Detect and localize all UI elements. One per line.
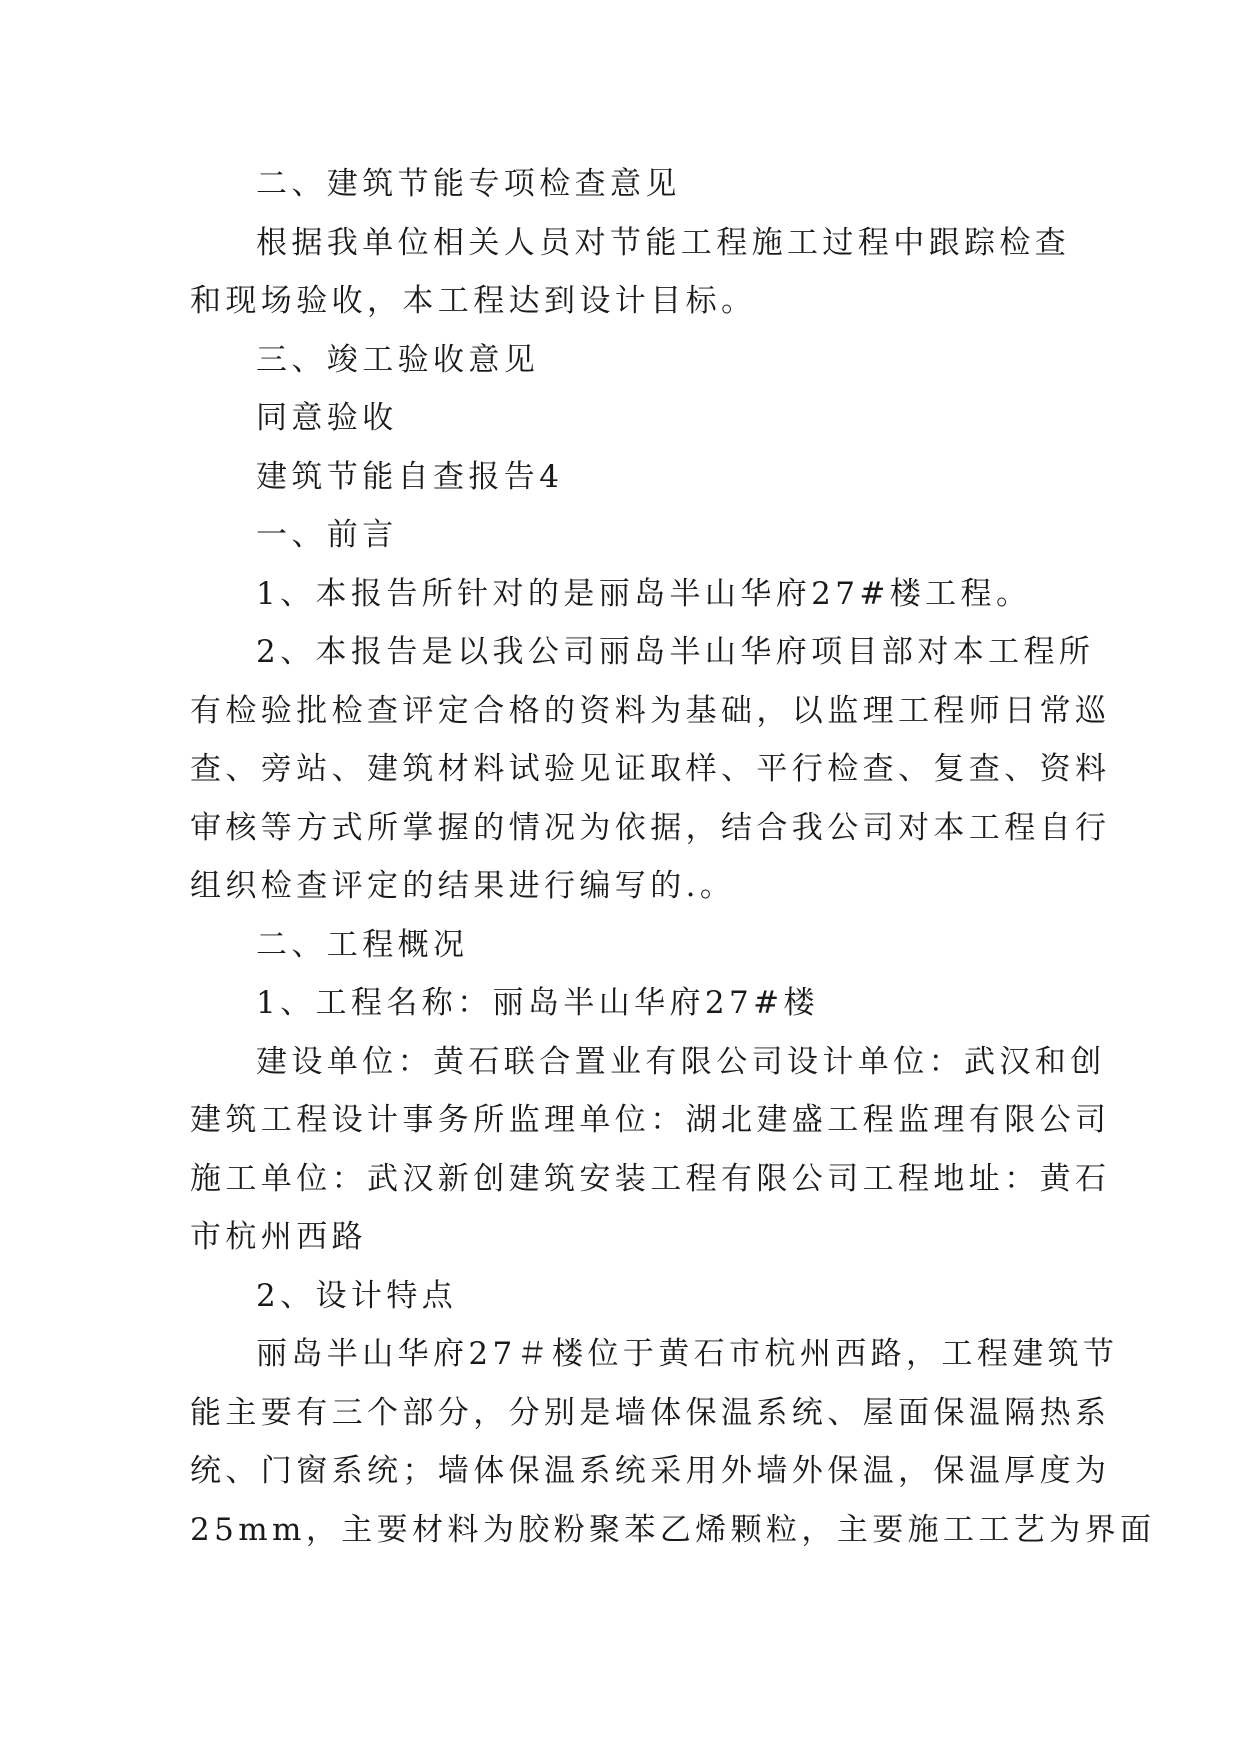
section-heading-project-overview: 二、工程概况 — [256, 926, 469, 963]
paragraph-line: 查、旁站、建筑材料试验见证取样、平行检查、复查、资料 — [190, 751, 1111, 787]
paragraph-line: 1、工程名称：丽岛半山华府27#楼 — [256, 985, 819, 1021]
section-heading-preface: 一、前言 — [256, 517, 398, 553]
report-title: 建筑节能自查报告4 — [256, 458, 564, 495]
paragraph-line: 能主要有三个部分，分别是墙体保温系统、屋面保温隔热系 — [190, 1394, 1111, 1431]
paragraph-line: 组织检查评定的结果进行编写的.。 — [190, 868, 736, 904]
section-heading-completion-acceptance: 三、竣工验收意见 — [256, 341, 540, 378]
paragraph-line: 施工单位：武汉新创建筑安装工程有限公司工程地址：黄石 — [190, 1160, 1111, 1197]
paragraph-line: 同意验收 — [256, 400, 398, 436]
paragraph-line: 市杭州西路 — [190, 1219, 367, 1255]
subsection-heading-design-features: 2、设计特点 — [256, 1277, 458, 1314]
paragraph-line: 丽岛半山华府27＃楼位于黄石市杭州西路，工程建筑节 — [256, 1336, 1119, 1372]
paragraph-line: 25mm，主要材料为胶粉聚苯乙烯颗粒，主要施工工艺为界面 — [190, 1511, 1156, 1548]
paragraph-line: 有检验批检查评定合格的资料为基础，以监理工程师日常巡 — [190, 692, 1111, 729]
paragraph-line: 2、本报告是以我公司丽岛半山华府项目部对本工程所 — [256, 634, 1095, 670]
document-body — [190, 155, 1156, 1559]
paragraph-line: 统、门窗系统；墙体保温系统采用外墙外保温，保温厚度为 — [190, 1453, 1111, 1489]
paragraph-line: 建筑工程设计事务所监理单位：湖北建盛工程监理有限公司 — [190, 1102, 1111, 1138]
paragraph-line: 根据我单位相关人员对节能工程施工过程中跟踪检查 — [256, 224, 1071, 261]
paragraph-line: 和现场验收，本工程达到设计目标。 — [190, 283, 757, 319]
paragraph-line: 1、本报告所针对的是丽岛半山华府27#楼工程。 — [256, 575, 1032, 612]
section-heading-energy-inspection: 二、建筑节能专项检查意见 — [256, 166, 681, 202]
paragraph-line: 建设单位：黄石联合置业有限公司设计单位：武汉和创 — [256, 1043, 1106, 1080]
paragraph-line: 审核等方式所掌握的情况为依据，结合我公司对本工程自行 — [190, 809, 1111, 846]
